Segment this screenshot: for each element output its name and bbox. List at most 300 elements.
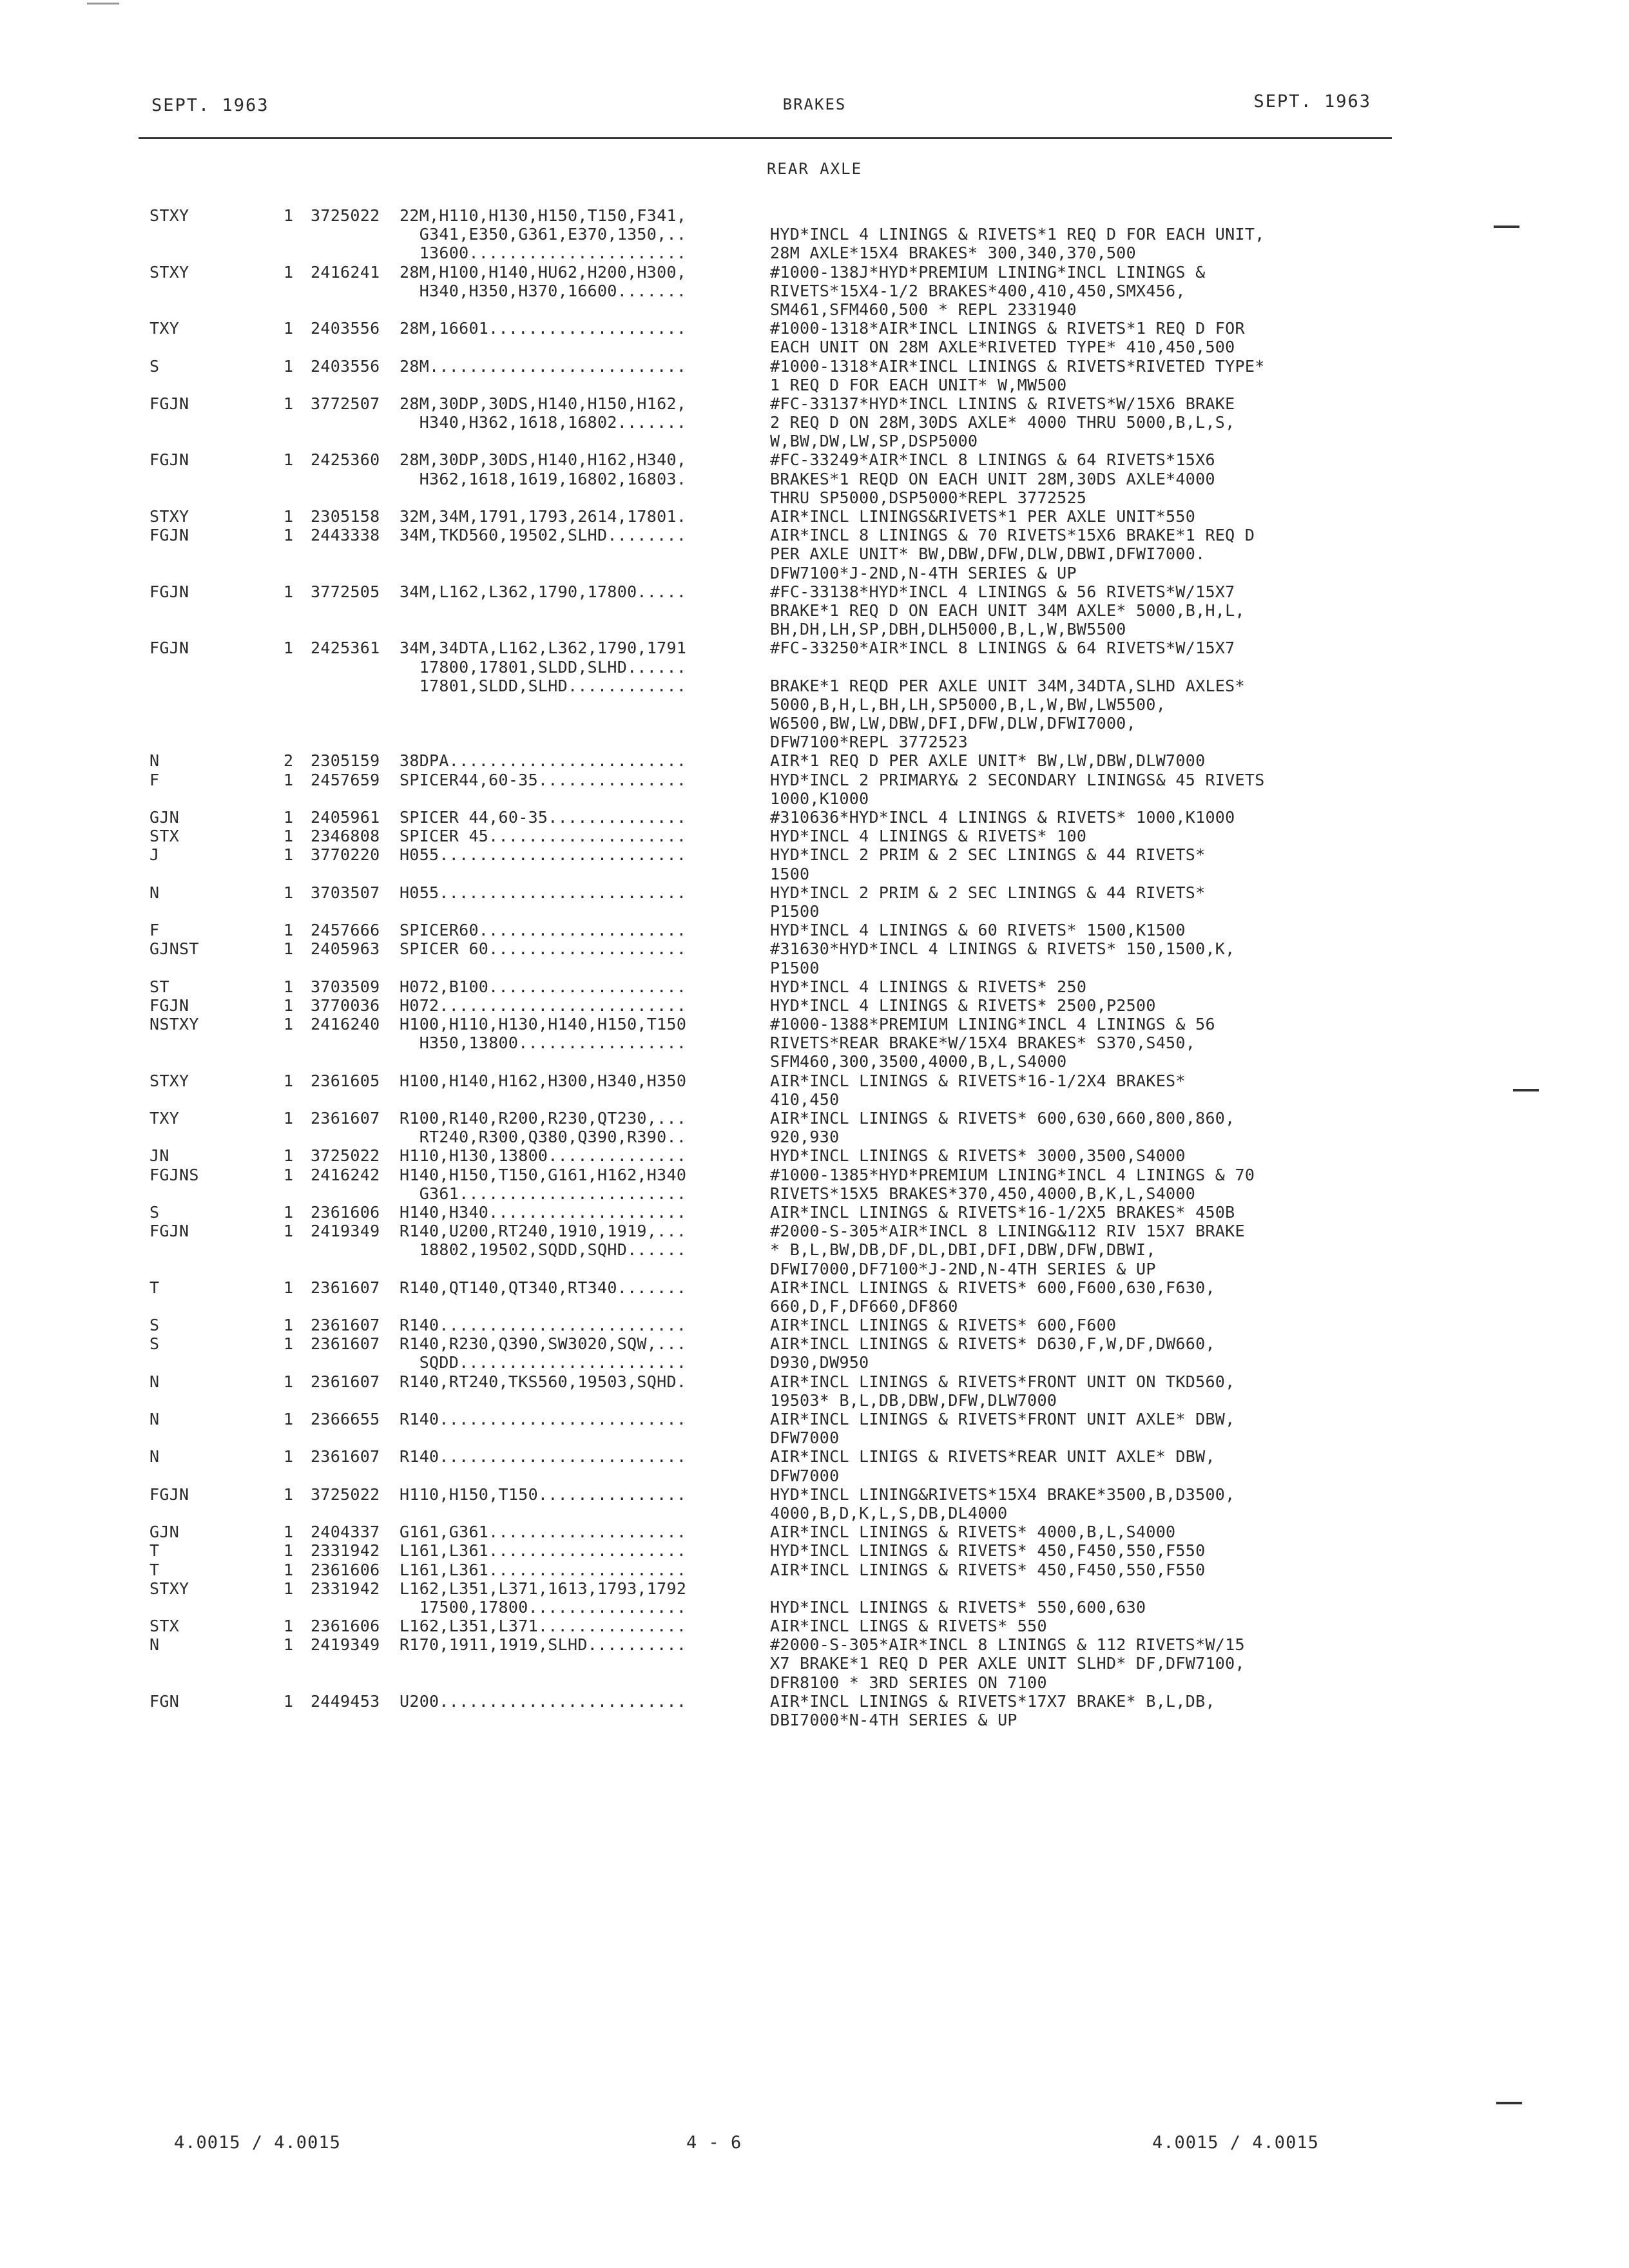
class-code: T <box>149 1560 160 1579</box>
class-code: FGJN <box>149 582 189 601</box>
description: X7 BRAKE*1 REQ D PER AXLE UNIT SLHD* DF,DFW7100, <box>770 1654 1245 1673</box>
class-code: STXY <box>149 507 189 526</box>
application-models: R140......................... <box>400 1410 687 1428</box>
section-title: REAR AXLE <box>766 160 863 178</box>
part-number: 2361607 <box>311 1372 380 1391</box>
description: W6500,BW,LW,DBW,DFI,DFW,DLW,DFWI7000, <box>770 714 1136 733</box>
table-row <box>149 1297 1438 1316</box>
part-number: 2457659 <box>311 770 380 789</box>
class-code: N <box>149 1447 160 1466</box>
table-row <box>149 808 1438 827</box>
table-row <box>149 300 1438 319</box>
table-row <box>149 1711 1438 1729</box>
quantity: 1 <box>284 1635 294 1655</box>
application-models: L162,L351,L371,1613,1793,1792 <box>400 1579 687 1598</box>
class-code: FGN <box>149 1691 180 1711</box>
application-models: H100,H140,H162,H300,H340,H350 <box>400 1071 687 1090</box>
table-row <box>149 507 1438 526</box>
description: THRU SP5000,DSP5000*REPL 3772525 <box>770 488 1087 507</box>
table-row <box>149 1090 1438 1109</box>
description: AIR*INCL LINGS & RIVETS* 550 <box>770 1617 1047 1636</box>
quantity: 1 <box>284 262 294 282</box>
quantity: 1 <box>284 1523 294 1542</box>
class-code: TXY <box>149 1109 180 1128</box>
quantity: 1 <box>284 921 294 940</box>
part-number: 2416242 <box>311 1165 380 1184</box>
margin-mark <box>1496 2102 1522 2104</box>
class-code: FGJN <box>149 394 189 413</box>
table-row <box>149 658 1438 677</box>
description: HYD*INCL LININGS & RIVETS* 550,600,630 <box>770 1597 1146 1617</box>
class-code: STXY <box>149 262 189 282</box>
application-models: R140,U200,RT240,1910,1919,... <box>400 1222 687 1241</box>
table-row <box>149 357 1438 376</box>
part-number: 2361607 <box>311 1334 380 1354</box>
description: HYD*INCL LININGS & RIVETS* 3000,3500,S4000 <box>770 1146 1186 1166</box>
header-title: BRAKES <box>782 95 847 113</box>
part-number: 3725022 <box>311 206 380 225</box>
application-models: SPICER60..................... <box>400 921 687 940</box>
part-number: 2425360 <box>311 450 380 470</box>
table-row <box>149 413 1438 432</box>
description: DFW7100*REPL 3772523 <box>770 733 969 752</box>
application-models: 34M,34DTA,L162,L362,1790,1791 <box>400 639 687 658</box>
table-row <box>149 1485 1438 1504</box>
description: 4000,B,D,K,L,S,DB,DL4000 <box>770 1503 1008 1523</box>
table-row <box>149 639 1438 657</box>
description: AIR*INCL LININGS & RIVETS*16-1/2X5 BRAKES* 450B <box>770 1202 1235 1222</box>
part-number: 2449453 <box>311 1691 380 1711</box>
part-number: 2416240 <box>311 1015 380 1034</box>
class-code: S <box>149 1334 160 1354</box>
part-number: 2443338 <box>311 526 380 545</box>
quantity: 1 <box>284 1485 294 1504</box>
class-code: N <box>149 1410 160 1428</box>
table-row <box>149 902 1438 921</box>
table-row <box>149 376 1438 394</box>
description: RIVETS*REAR BRAKE*W/15X4 BRAKES* S370,S450, <box>770 1033 1196 1053</box>
quantity: 1 <box>284 1109 294 1128</box>
quantity: 1 <box>284 1146 294 1166</box>
description: BRAKES*1 REQD ON EACH UNIT 28M,30DS AXLE*4000 <box>770 469 1215 488</box>
part-number: 3703507 <box>311 883 380 902</box>
table-row <box>149 1447 1438 1466</box>
table-row <box>149 1128 1438 1146</box>
application-models: 28M,30DP,30DS,H140,H150,H162, <box>400 394 687 413</box>
description: #1000-1318*AIR*INCL LININGS & RIVETS*RIVETED TYPE* <box>770 356 1265 376</box>
application-models: 34M,L162,L362,1790,17800..... <box>400 582 687 601</box>
description: #FC-33250*AIR*INCL 8 LININGS & 64 RIVETS*W/15X7 <box>770 639 1235 658</box>
class-code: FGJN <box>149 1222 189 1241</box>
application-models: 28M,H100,H140,HU62,H200,H300, <box>400 262 687 282</box>
table-row <box>149 977 1438 996</box>
class-code: F <box>149 770 160 789</box>
description: W,BW,DW,LW,SP,DSP5000 <box>770 432 978 451</box>
quantity: 1 <box>284 450 294 470</box>
application-models: SPICER 44,60-35.............. <box>400 808 687 827</box>
table-row <box>149 1015 1438 1033</box>
description: PER AXLE UNIT* BW,DBW,DFW,DLW,DBWI,DFWI7000. <box>770 544 1206 564</box>
application-models: L161,L361.................... <box>400 1541 687 1561</box>
table-row <box>149 1598 1438 1617</box>
description: RIVETS*15X5 BRAKES*370,450,4000,B,K,L,S4000 <box>770 1184 1196 1203</box>
table-row <box>149 1260 1438 1278</box>
part-number: 2361606 <box>311 1202 380 1222</box>
part-number: 2403556 <box>311 319 380 338</box>
description: HYD*INCL 2 PRIM & 2 SEC LININGS & 44 RIVETS* <box>770 845 1206 865</box>
quantity: 1 <box>284 206 294 225</box>
table-row <box>149 544 1438 563</box>
application-models: G341,E350,G361,E370,1350,.. <box>400 225 687 244</box>
table-row <box>149 1561 1438 1579</box>
description: EACH UNIT ON 28M AXLE*RIVETED TYPE* 410,450,500 <box>770 338 1235 357</box>
application-models: H110,H130,13800.............. <box>400 1146 687 1166</box>
description: AIR*INCL LININGS & RIVETS* 4000,B,L,S4000 <box>770 1523 1176 1542</box>
description: AIR*INCL LININGS & RIVETS* 600,F600 <box>770 1316 1117 1335</box>
quantity: 1 <box>284 319 294 338</box>
table-row <box>149 282 1438 300</box>
description: DFW7100*J-2ND,N-4TH SERIES & UP <box>770 563 1077 582</box>
quantity: 1 <box>284 394 294 413</box>
table-row <box>149 1184 1438 1203</box>
table-row <box>149 1052 1438 1071</box>
description: 660,D,F,DF660,DF860 <box>770 1296 958 1316</box>
table-row <box>149 771 1438 789</box>
application-models: L162,L351,L371............... <box>400 1617 687 1636</box>
application-models: H340,H362,1618,16802....... <box>400 413 687 432</box>
table-row <box>149 1033 1438 1052</box>
description: DFW7000 <box>770 1466 840 1485</box>
table-row <box>149 450 1438 469</box>
quantity: 1 <box>284 1015 294 1034</box>
class-code: N <box>149 751 160 771</box>
part-number: 2331942 <box>311 1541 380 1561</box>
description: DFW7000 <box>770 1428 840 1448</box>
quantity: 1 <box>284 1447 294 1466</box>
application-models: R170,1911,1919,SLHD.......... <box>400 1635 687 1655</box>
table-row <box>149 1635 1438 1654</box>
table-row <box>149 488 1438 507</box>
table-row <box>149 470 1438 488</box>
class-code: STXY <box>149 206 189 225</box>
quantity: 1 <box>284 582 294 601</box>
quantity: 1 <box>284 995 294 1015</box>
description: SFM460,300,3500,4000,B,L,S4000 <box>770 1052 1067 1072</box>
description: #FC-33249*AIR*INCL 8 LININGS & 64 RIVETS*15X6 <box>770 450 1215 470</box>
table-row <box>149 1391 1438 1410</box>
table-row <box>149 206 1438 225</box>
part-number: 2305159 <box>311 751 380 771</box>
part-number: 2403556 <box>311 356 380 376</box>
class-code: T <box>149 1278 160 1297</box>
application-models: SPICER 45.................... <box>400 827 687 846</box>
description: 920,930 <box>770 1128 840 1147</box>
description: AIR*INCL LININGS & RIVETS* 450,F450,550,F550 <box>770 1560 1206 1579</box>
class-code: JN <box>149 1146 169 1166</box>
class-code: FGJN <box>149 450 189 470</box>
description: 2 REQ D ON 28M,30DS AXLE* 4000 THRU 5000,B,L,S, <box>770 413 1235 432</box>
table-row <box>149 225 1438 244</box>
application-models: H110,H150,T150............... <box>400 1485 687 1504</box>
description: AIR*1 REQ D PER AXLE UNIT* BW,LW,DBW,DLW7000 <box>770 751 1206 771</box>
application-models: R140,R230,Q390,SW3020,SQW,... <box>400 1334 687 1354</box>
part-number: 2457666 <box>311 921 380 940</box>
class-code: N <box>149 883 160 902</box>
quantity: 1 <box>284 1222 294 1241</box>
table-row <box>149 1466 1438 1485</box>
table-row <box>149 996 1438 1015</box>
quantity: 1 <box>284 1372 294 1391</box>
application-models: G161,G361.................... <box>400 1523 687 1542</box>
table-row <box>149 939 1438 958</box>
scan-mark <box>87 3 119 5</box>
description: HYD*INCL LININGS & RIVETS* 450,F450,550,F550 <box>770 1541 1206 1561</box>
table-row <box>149 1673 1438 1692</box>
quantity: 1 <box>284 1410 294 1428</box>
quantity: 1 <box>284 1617 294 1636</box>
table-row <box>149 1692 1438 1711</box>
class-code: S <box>149 1202 160 1222</box>
application-models: SPICER 60.................... <box>400 939 687 959</box>
table-row <box>149 263 1438 282</box>
table-row <box>149 827 1438 845</box>
application-models: 38DPA........................ <box>400 751 687 771</box>
description: #1000-138J*HYD*PREMIUM LINING*INCL LININGS & <box>770 262 1206 282</box>
table-row <box>149 1523 1438 1541</box>
table-row <box>149 1240 1438 1259</box>
class-code: FGJN <box>149 995 189 1015</box>
table-row <box>149 394 1438 413</box>
quantity: 1 <box>284 827 294 846</box>
application-models: 18802,19502,SQDD,SQHD...... <box>400 1240 687 1260</box>
table-row <box>149 432 1438 450</box>
description: HYD*INCL 4 LININGS & RIVETS* 250 <box>770 977 1087 996</box>
class-code: STX <box>149 827 180 846</box>
table-row <box>149 319 1438 338</box>
part-number: 2361607 <box>311 1278 380 1297</box>
part-number: 2366655 <box>311 1410 380 1428</box>
part-number: 2404337 <box>311 1523 380 1542</box>
class-code: TXY <box>149 319 180 338</box>
class-code: S <box>149 356 160 376</box>
application-models: H072,B100.................... <box>400 977 687 996</box>
table-row <box>149 883 1438 902</box>
application-models: H055......................... <box>400 883 687 902</box>
application-models: RT240,R300,Q380,Q390,R390.. <box>400 1128 687 1147</box>
description: DBI7000*N-4TH SERIES & UP <box>770 1711 1017 1729</box>
part-number: 2416241 <box>311 262 380 282</box>
description: RIVETS*15X4-1/2 BRAKES*400,410,450,SMX456, <box>770 281 1186 300</box>
description: HYD*INCL 4 LININGS & 60 RIVETS* 1500,K1500 <box>770 921 1186 940</box>
application-models: 13600...................... <box>400 244 687 263</box>
class-code: GJN <box>149 1523 180 1542</box>
application-models: SQDD....................... <box>400 1353 687 1372</box>
table-row <box>149 733 1438 751</box>
part-number: 3770220 <box>311 845 380 865</box>
application-models: 28M,30DP,30DS,H140,H162,H340, <box>400 450 687 470</box>
table-row <box>149 677 1438 695</box>
description: #1000-1385*HYD*PREMIUM LINING*INCL 4 LININGS & 70 <box>770 1165 1255 1184</box>
table-row <box>149 620 1438 639</box>
description: AIR*INCL LININGS & RIVETS* 600,630,660,800,860, <box>770 1109 1235 1128</box>
description: BRAKE*1 REQD PER AXLE UNIT 34M,34DTA,SLHD AXLES* <box>770 676 1245 695</box>
class-code: NSTXY <box>149 1015 199 1034</box>
description: AIR*INCL LININGS & RIVETS*FRONT UNIT ON TKD560, <box>770 1372 1235 1391</box>
table-row <box>149 865 1438 883</box>
quantity: 1 <box>284 939 294 959</box>
application-models: L161,L361.................... <box>400 1560 687 1579</box>
table-row <box>149 1334 1438 1353</box>
class-code: F <box>149 921 160 940</box>
description: #1000-1318*AIR*INCL LININGS & RIVETS*1 REQ D FOR <box>770 319 1245 338</box>
table-row <box>149 1146 1438 1165</box>
description: AIR*INCL LINIGS & RIVETS*REAR UNIT AXLE* DBW, <box>770 1447 1215 1466</box>
description: P1500 <box>770 958 820 977</box>
description: 1 REQ D FOR EACH UNIT* W,MW500 <box>770 375 1067 394</box>
table-row <box>149 1109 1438 1128</box>
description: BRAKE*1 REQ D ON EACH UNIT 34M AXLE* 5000,B,H,L, <box>770 601 1245 620</box>
table-row <box>149 1617 1438 1635</box>
class-code: GJN <box>149 808 180 827</box>
description: * B,L,BW,DB,DF,DL,DBI,DFI,DBW,DFW,DBWI, <box>770 1240 1156 1260</box>
class-code: N <box>149 1635 160 1655</box>
description: AIR*INCL LININGS & RIVETS* D630,F,W,DF,DW660, <box>770 1334 1215 1354</box>
table-row <box>149 564 1438 582</box>
part-number: 2361607 <box>311 1447 380 1466</box>
table-row <box>149 1222 1438 1240</box>
header-date-left: SEPT. 1963 <box>151 95 269 115</box>
application-models: SPICER44,60-35............... <box>400 770 687 789</box>
description: 5000,B,H,L,BH,LH,SP5000,B,L,W,BW,LW5500, <box>770 695 1166 714</box>
quantity: 1 <box>284 1316 294 1335</box>
description: #FC-33137*HYD*INCL LININS & RIVETS*W/15X6 BRAKE <box>770 394 1235 413</box>
application-models: R140,RT240,TKS560,19503,SQHD. <box>400 1372 687 1391</box>
quantity: 1 <box>284 1278 294 1297</box>
class-code: STXY <box>149 1579 189 1598</box>
part-number: 2405961 <box>311 808 380 827</box>
application-models: R140,QT140,QT340,RT340....... <box>400 1278 687 1297</box>
description: #2000-S-305*AIR*INCL 8 LININGS & 112 RIVETS*W/15 <box>770 1635 1245 1655</box>
part-number: 2361606 <box>311 1617 380 1636</box>
class-code: J <box>149 845 160 865</box>
table-row <box>149 789 1438 808</box>
quantity: 1 <box>284 1541 294 1561</box>
class-code: GJNST <box>149 939 199 959</box>
quantity: 1 <box>284 770 294 789</box>
description: 1000,K1000 <box>770 789 869 808</box>
application-models: 17500,17800................ <box>400 1597 687 1617</box>
application-models: H100,H110,H130,H140,H150,T150 <box>400 1015 687 1034</box>
application-models: 34M,TKD560,19502,SLHD........ <box>400 526 687 545</box>
class-code: FGJN <box>149 526 189 545</box>
quantity: 2 <box>284 751 294 771</box>
application-models: 17800,17801,SLDD,SLHD...... <box>400 657 687 677</box>
table-row <box>149 526 1438 544</box>
description: HYD*INCL 2 PRIMARY& 2 SECONDARY LININGS& 45 RIVETS <box>770 770 1265 789</box>
page-number: 4 - 6 <box>686 2133 742 2153</box>
class-code: S <box>149 1316 160 1335</box>
quantity: 1 <box>284 1579 294 1598</box>
application-models: 32M,34M,1791,1793,2614,17801. <box>400 507 687 526</box>
application-models: H140,H150,T150,G161,H162,H340 <box>400 1165 687 1184</box>
class-code: FGJNS <box>149 1165 199 1184</box>
description: #2000-S-305*AIR*INCL 8 LINING&112 RIV 15X7 BRAKE <box>770 1222 1245 1241</box>
part-number: 2419349 <box>311 1222 380 1241</box>
header-rule <box>139 137 1392 139</box>
description: #31630*HYD*INCL 4 LININGS & RIVETS* 150,1500,K, <box>770 939 1235 959</box>
application-models: 22M,H110,H130,H150,T150,F341, <box>400 206 687 225</box>
part-number: 2361606 <box>311 1560 380 1579</box>
quantity: 1 <box>284 1334 294 1354</box>
application-models: R140......................... <box>400 1447 687 1466</box>
table-row <box>149 338 1438 356</box>
application-models: H350,13800................. <box>400 1033 687 1053</box>
table-row <box>149 959 1438 977</box>
description: #310636*HYD*INCL 4 LININGS & RIVETS* 1000,K1000 <box>770 808 1235 827</box>
table-row <box>149 1278 1438 1297</box>
quantity: 1 <box>284 1202 294 1222</box>
part-number: 3725022 <box>311 1485 380 1504</box>
table-row <box>149 714 1438 733</box>
description: #FC-33138*HYD*INCL 4 LININGS & 56 RIVETS*W/15X7 <box>770 582 1235 601</box>
table-row <box>149 1372 1438 1391</box>
part-number: 3772505 <box>311 582 380 601</box>
table-row <box>149 1072 1438 1090</box>
application-models: H340,H350,H370,16600....... <box>400 281 687 300</box>
application-models: H055......................... <box>400 845 687 865</box>
description: 19503* B,L,DB,DBW,DFW,DLW7000 <box>770 1390 1057 1410</box>
part-number: 3725022 <box>311 1146 380 1166</box>
margin-mark <box>1494 226 1519 228</box>
description: 1500 <box>770 864 810 883</box>
description: HYD*INCL 2 PRIM & 2 SEC LININGS & 44 RIVETS* <box>770 883 1206 902</box>
table-row <box>149 751 1438 770</box>
table-row <box>149 1541 1438 1560</box>
application-models: R100,R140,R200,R230,QT230,... <box>400 1109 687 1128</box>
table-row <box>149 244 1438 262</box>
table-row <box>149 1504 1438 1523</box>
application-models: H140,H340.................... <box>400 1202 687 1222</box>
class-code: FGJN <box>149 639 189 658</box>
table-row <box>149 601 1438 620</box>
table-row <box>149 1410 1438 1428</box>
footer-ref-left: 4.0015 / 4.0015 <box>174 2133 341 2153</box>
quantity: 1 <box>284 1165 294 1184</box>
table-row <box>149 1654 1438 1673</box>
application-models: U200......................... <box>400 1691 687 1711</box>
application-models: 28M,16601.................... <box>400 319 687 338</box>
quantity: 1 <box>284 1691 294 1711</box>
part-number: 2405963 <box>311 939 380 959</box>
description: HYD*INCL LINING&RIVETS*15X4 BRAKE*3500,B,D3500, <box>770 1485 1235 1504</box>
application-models: H362,1618,1619,16802,16803. <box>400 469 687 488</box>
table-row <box>149 845 1438 864</box>
quantity: 1 <box>284 977 294 996</box>
quantity: 1 <box>284 1071 294 1090</box>
description: 28M AXLE*15X4 BRAKES* 300,340,370,500 <box>770 244 1136 263</box>
description: DFR8100 * 3RD SERIES ON 7100 <box>770 1673 1047 1692</box>
description: AIR*INCL LININGS&RIVETS*1 PER AXLE UNIT*550 <box>770 507 1196 526</box>
table-row <box>149 1203 1438 1222</box>
table-row <box>149 695 1438 714</box>
description: AIR*INCL LININGS & RIVETS*16-1/2X4 BRAKES* <box>770 1071 1186 1090</box>
part-number: 2331942 <box>311 1579 380 1598</box>
parts-listing <box>149 206 1438 1729</box>
application-models: G361....................... <box>400 1184 687 1203</box>
table-row <box>149 1166 1438 1184</box>
quantity: 1 <box>284 845 294 865</box>
quantity: 1 <box>284 639 294 658</box>
